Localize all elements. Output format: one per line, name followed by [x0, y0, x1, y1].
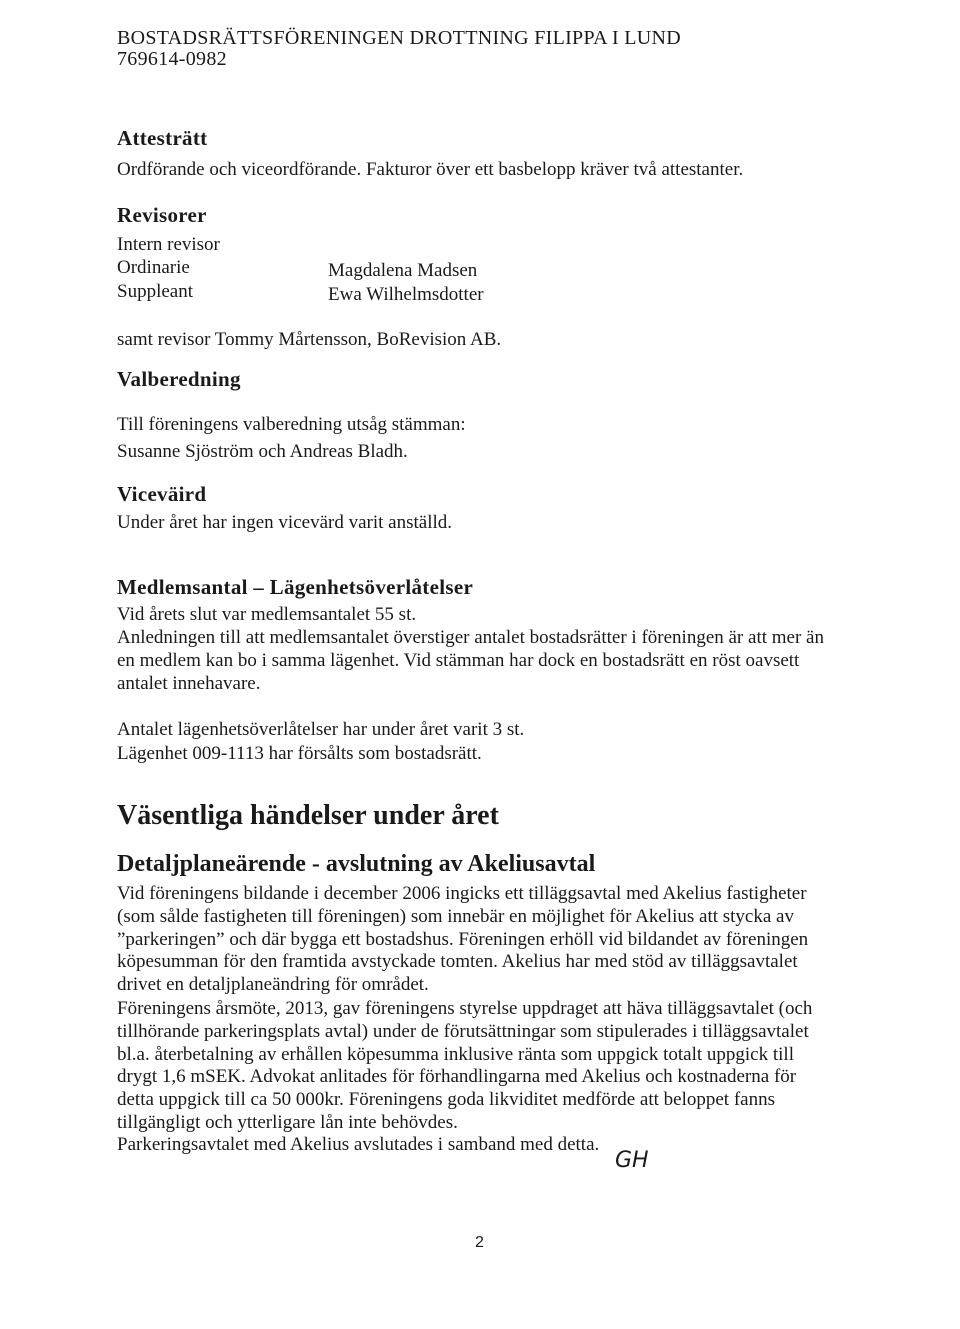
attestratt-text: Ordförande och viceordförande. Fakturor över ett basbelopp kräver två attestanter. [117, 159, 744, 180]
paragraph-line: drivet en detaljplaneändring för området. [117, 974, 429, 996]
revisor-name-suppleant: Ewa Wilhelmsdotter [328, 284, 484, 305]
paragraph-line: Anledningen till att medlemsantalet överstiger antalet bostadsrätter i föreningen är att mer än [117, 627, 824, 648]
paragraph-line: tillgängligt och ytterligare lån inte behövdes. [117, 1111, 458, 1133]
valberedning-heading: Valberedning [117, 367, 241, 391]
revisorer-heading: Revisorer [117, 203, 207, 227]
attestratt-heading: Attesträtt [117, 126, 208, 150]
paragraph-line: drygt 1,6 mSEK. Advokat anlitades för förhandlingarna med Akelius och kostnaderna för [117, 1066, 797, 1088]
vasentliga-heading: Väsentliga händelser under året [117, 800, 499, 831]
organization-number: 769614-0982 [117, 48, 227, 70]
vicevard-heading: Viceväird [117, 482, 207, 506]
paragraph-line: ”parkeringen” och där bygga ett bostadshus. Föreningen erhöll vid bildandet av föreningen [117, 928, 809, 950]
organization-name: BOSTADSRÄTTSFÖRENINGEN DROTTNING FILIPPA I LUND [117, 27, 682, 49]
detaljplan-paragraph-1 [117, 883, 837, 997]
medlemsantal-heading: Medlemsantal – Lägenhetsöverlåtelser [117, 575, 474, 599]
overlatelser-text: Antalet lägenhetsöverlåtelser har under året varit 3 st. [117, 719, 525, 740]
paragraph-line: Vid föreningens bildande i december 2006 ingicks ett tilläggsavtal med Akelius fastigheter [117, 883, 807, 904]
intern-revisor-label: Intern revisor [117, 234, 220, 255]
detaljplan-paragraph-3: Parkeringsavtalet med Akelius avslutades i samband med detta. [117, 1134, 600, 1155]
handwritten-initials: GH [615, 1148, 649, 1173]
lagenhet-text: Lägenhet 009-1113 har försålts som bostadsrätt. [117, 743, 482, 764]
revisor-name-ordinarie: Magdalena Madsen [328, 260, 478, 281]
paragraph-line: detta uppgick till ca 50 000kr. Föreningens goda likviditet medförde att beloppet fanns [117, 1089, 775, 1111]
vicevard-text: Under året har ingen vicevärd varit anställd. [117, 512, 452, 533]
revisor-role-suppleant: Suppleant [117, 281, 193, 302]
revisor-role-ordinarie: Ordinarie [117, 257, 190, 278]
paragraph-line: antalet innehavare. [117, 672, 261, 694]
paragraph-line: Föreningens årsmöte, 2013, gav föreningens styrelse uppdraget att häva tilläggsavtalet (och [117, 998, 813, 1019]
revisor-extra-text: samt revisor Tommy Mårtensson, BoRevision AB. [117, 329, 502, 350]
paragraph-line: (som sålde fastigheten till föreningen) som innebär en möjlighet för Akelius att stycka av [117, 905, 794, 927]
paragraph-line: köpesumman för den framtida avstyckade tomten. Akelius har med stöd av tilläggsavtalet [117, 951, 798, 973]
medlemsantal-line1: Vid årets slut var medlemsantalet 55 st. [117, 604, 417, 625]
valberedning-line1: Till föreningens valberedning utsåg stämman: [117, 414, 466, 435]
detaljplan-subheading: Detaljplaneärende - avslutning av Akeliusavtal [117, 851, 596, 877]
paragraph-line: bl.a. återbetalning av erhållen köpesumma inklusive ränta som uppgick totalt uppgick till [117, 1043, 794, 1065]
paragraph-line: tillhörande parkeringsplats avtal) under de förutsättningar som stipulerades i tilläggsavtalet [117, 1020, 809, 1042]
valberedning-line2: Susanne Sjöström och Andreas Bladh. [117, 441, 408, 462]
page-number: 2 [475, 1234, 484, 1251]
detaljplan-paragraph-2 [117, 998, 837, 1135]
medlemsantal-paragraph [117, 627, 837, 695]
paragraph-line: en medlem kan bo i samma lägenhet. Vid stämman har dock en bostadsrätt en röst oavsett [117, 649, 800, 671]
